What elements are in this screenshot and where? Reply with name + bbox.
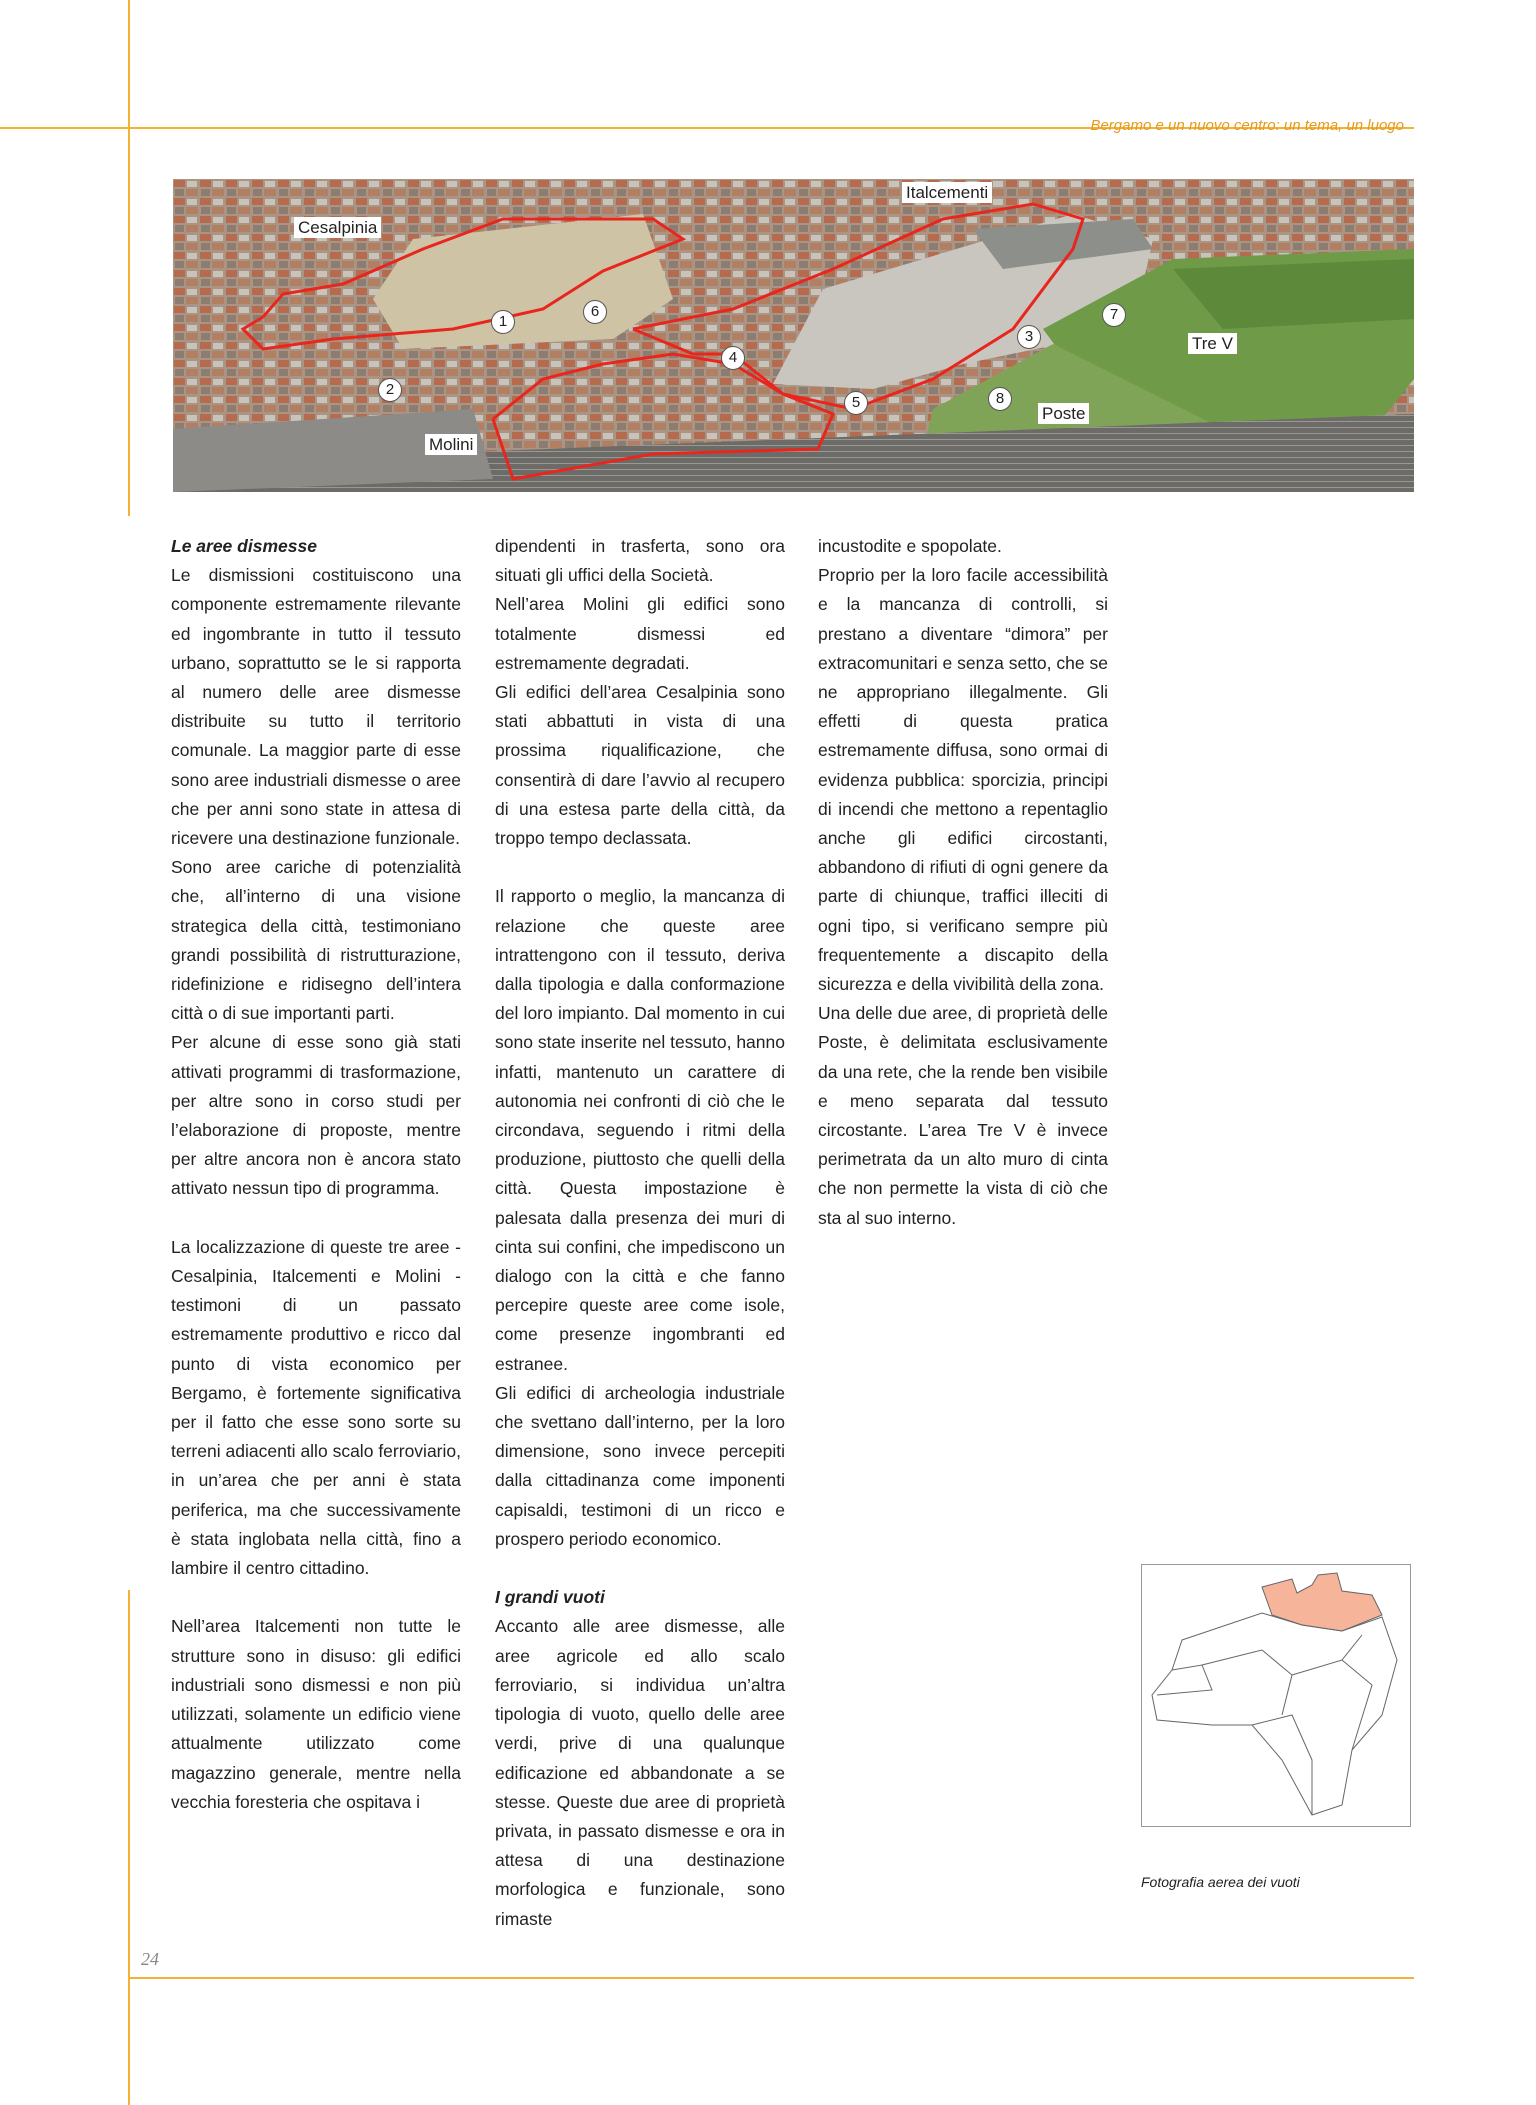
paragraph: Una delle due aree, di proprietà delle Poste, è delimitata esclusivamente da una rete, che la rende ben visibile e meno separata dal tessuto circostante. L’area Tre V è invece perimetrata da un alto muro di cinta che non permette la vista di ciò che sta al suo interno. (818, 1003, 1108, 1228)
paragraph: Le dismissioni costituiscono una componente estremamente rilevante ed ingombrante in tutto il tessuto urbano, soprattutto se le si rapporta al numero delle aree dismesse distribuite su tutto il territorio comunale. La maggior parte di esse sono aree industriali dismesse o aree che per anni sono state in attesa di ricevere una destinazione funzionale. (171, 565, 461, 849)
label-poste: Poste (1038, 403, 1089, 424)
label-molini: Molini (425, 434, 477, 455)
minimap-outline (1142, 1565, 1410, 1826)
label-italcementi: Italcementi (902, 182, 992, 203)
aerial-photo (173, 179, 1414, 492)
paragraph: Gli edifici di archeologia industriale che svettano dall’interno, per la loro dimensione, sono invece percepiti dalla cittadinanza come imponenti capisaldi, testimoni di un ricco e prospero periodo economico. (495, 1382, 785, 1549)
area-number-3: 3 (1017, 325, 1041, 349)
paragraph: incustodite e spopolate. (818, 536, 1002, 556)
paragraph: Accanto alle aree dismesse, alle aree agricole ed allo scalo ferroviario, si individua un’altra tipologia di vuoto, quello delle aree verdi, prive di una qualunque edificazione ed abbandonate a se stesse. Queste due aree di proprietà privata, in passato dismesse e ora in attesa di una destinazione morfologica e funzionale, sono rimaste (495, 1616, 785, 1929)
area-number-7: 7 (1102, 303, 1126, 327)
section-heading-grandi-vuoti: I grandi vuoti (495, 1587, 605, 1608)
area-number-1: 1 (491, 310, 515, 334)
bottom-rule (128, 1977, 1414, 1979)
paragraph: Il rapporto o meglio, la mancanza di relazione che queste aree intrattengono con il tessuto, deriva dalla tipologia e dalla conformazione del loro impianto. Dal momento in cui sono state inserite nel tessuto, hanno infatti, mantenuto un carattere di autonomia nei confronti di ciò che le circondava, seguendo i ritmi della produzione, piuttosto che quelli della città. Questa impostazione è palesata dalla presenza dei muri di cinta sui confini, che impediscono un dialogo con la città e che fanno percepire queste aree come isole, come presenze ingombranti ed estranee. (495, 886, 785, 1374)
area-number-6: 6 (583, 300, 607, 324)
area-number-5: 5 (844, 391, 868, 415)
left-rule-bottom (128, 1590, 130, 2105)
paragraph: La localizzazione di queste tre aree - Cesalpinia, Italcementi e Molini - testimoni di un passato estremamente produttivo e ricco dal punto di vista economico per Bergamo, è fortemente significativa per il fatto che esse sono sorte su terreni adiacenti allo scalo ferroviario, in un’area che per anni è stata periferica, ma che successivamente è stata inglobata nella città, fino a lambire il centro cittadino. (171, 1236, 461, 1579)
text-column-1 (171, 532, 461, 1817)
voids-minimap (1141, 1564, 1411, 1827)
label-cesalpinia: Cesalpinia (294, 217, 381, 238)
section-heading-aree-dismesse: Le aree dismesse (171, 536, 317, 556)
paragraph: Nell’area Molini gli edifici sono totalmente dismessi ed estremamente degradati. (495, 594, 785, 673)
area-number-8: 8 (988, 387, 1012, 411)
paragraph: Gli edifici dell’area Cesalpinia sono stati abbattuti in vista di una prossima riqualificazione, che consentirà di dare l’avvio al recupero di una estesa parte della città, da troppo tempo declassata. (495, 682, 785, 849)
paragraph: Nell’area Italcementi non tutte le strutture sono in disuso: gli edifici industriali sono dismessi e non più utilizzati, solamente un edificio viene attualmente utilizzato come magazzino generale, mentre nella vecchia foresteria che ospitava i (171, 1616, 461, 1812)
paragraph: dipendenti in trasferta, sono ora situati gli uffici della Società. (495, 536, 785, 586)
area-number-2: 2 (378, 378, 402, 402)
paragraph: Proprio per la loro facile accessibilità e la mancanza di controlli, si prestano a diventare “dimora” per extracomunitari e senza setto, che se ne appropriano illegalmente. Gli effetti di questa pratica estremamente diffusa, sono ormai di evidenza pubblica: sporcizia, principi di incendi che mettono a repentaglio anche gli edifici circostanti, abbandono di rifiuti di ogni genere da parte di chiunque, traffici illeciti di ogni tipo, si verificano sempre più frequentemente a discapito della sicurezza e della vivibilità della zona. (818, 565, 1108, 995)
paragraph: Per alcune di esse sono già stati attivati programmi di trasformazione, per altre sono in corso studi per l’elaborazione di proposte, mentre per altre ancora non è ancora stato attivato nessun tipo di programma. (171, 1032, 461, 1199)
paragraph: Sono aree cariche di potenzialità che, all’interno di una visione strategica della città, testimoniano grandi possibilità di ristrutturazione, ridefinizione e ridisegno dell’intera città o di sue importanti parti. (171, 857, 461, 1024)
label-tre-v: Tre V (1188, 333, 1237, 354)
left-rule-top (128, 0, 130, 516)
figure-caption: Fotografia aerea dei vuoti (1141, 1874, 1300, 1890)
area-number-4: 4 (721, 346, 745, 370)
running-head: Bergamo e un nuovo centro: un tema, un luogo (1090, 117, 1404, 134)
text-column-2 (495, 532, 785, 1934)
page-number: 24 (141, 1949, 159, 1969)
text-column-3 (818, 532, 1108, 1233)
